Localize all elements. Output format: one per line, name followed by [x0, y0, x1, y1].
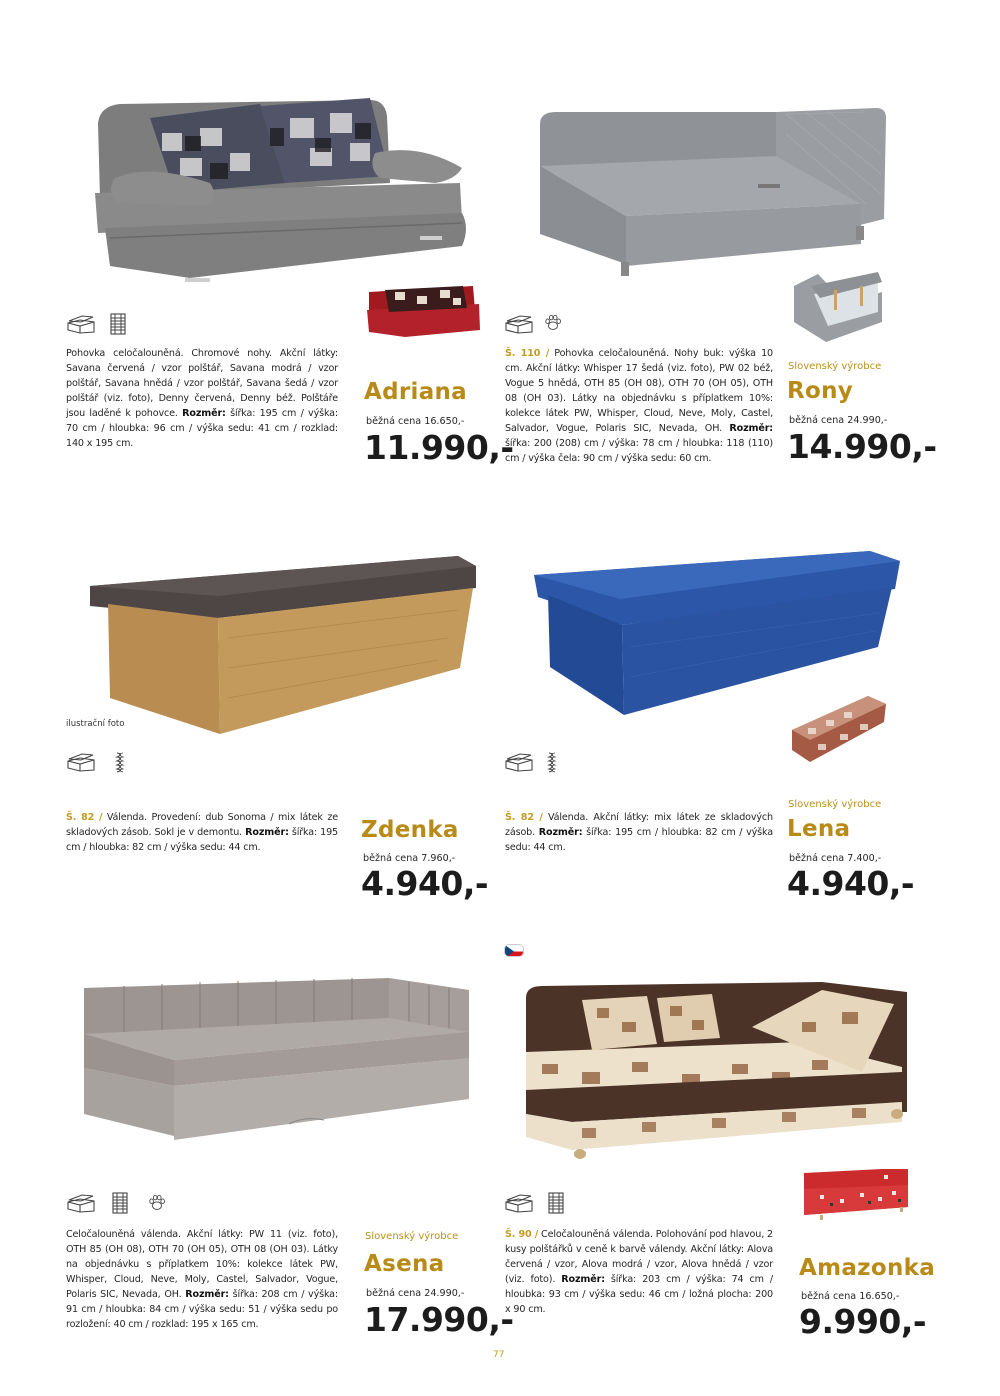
regular-price-amazonka: běžná cena 16.650,-	[801, 1291, 900, 1302]
regular-price-lena: běžná cena 7.400,-	[789, 853, 882, 864]
variant-thumbnail-adriana	[365, 282, 483, 342]
maker-label-rony: Slovenský výrobce	[788, 361, 882, 372]
product-image-amazonka	[522, 972, 914, 1162]
slatted-base-icon	[108, 313, 128, 335]
sale-price-adriana: 11.990,-	[364, 428, 514, 467]
storage-box-icon	[504, 1193, 534, 1213]
sale-price-rony: 14.990,-	[787, 427, 937, 466]
page-number: 77	[493, 1350, 505, 1360]
regular-price-zdenka: běžná cena 7.960,-	[363, 853, 456, 864]
storage-box-icon	[66, 1193, 96, 1213]
product-image-rony	[536, 104, 891, 284]
sale-price-lena: 4.940,-	[787, 864, 915, 903]
product-name-rony: Rony	[787, 378, 854, 404]
regular-price-adriana: běžná cena 16.650,-	[366, 416, 465, 427]
spring-icon	[546, 751, 558, 773]
pet-friendly-paw-icon	[544, 314, 562, 332]
sale-price-zdenka: 4.940,-	[361, 864, 489, 903]
product-name-lena: Lena	[787, 816, 851, 842]
product-description-lena: Š. 82 / Válenda. Akční látky: mix látek ze skladových zásob. Rozměr: šířka: 195 cm / hloubka: 82 cm / výška sedu: 44 cm.	[505, 812, 773, 853]
storage-box-icon	[66, 752, 96, 772]
regular-price-asena: běžná cena 24.990,-	[366, 1288, 465, 1299]
slatted-base-icon	[110, 1192, 130, 1214]
product-name-amazonka: Amazonka	[799, 1255, 936, 1281]
product-image-adriana	[90, 88, 475, 293]
regular-price-rony: běžná cena 24.990,-	[789, 415, 888, 426]
product-description-adriana: Pohovka celočalouněná. Chromové nohy. Akční látky: Savana červená / vzor polštář, Savana modrá / vzor polštář, Savana hnědá / vzor polštář, Savana šedá / vzor polštář (viz. foto), Denny červená, Denny béž. Polštáře jsou laděné k pohovce. Rozměr: šířka: 195 cm / výška: 70 cm / hloubka: 96 cm / výška sedu: 41 cm / rozklad: 140 x 195 cm.	[66, 348, 338, 449]
maker-label-lena: Slovenský výrobce	[788, 799, 882, 810]
storage-box-icon	[504, 752, 534, 772]
spring-icon	[114, 751, 126, 773]
product-description-zdenka: Š. 82 / Válenda. Provedení: dub Sonoma / mix látek ze skladových zásob. Sokl je v demontu. Rozměr: šířka: 195 cm / hloubka: 82 cm / výška sedu: 44 cm.	[66, 812, 339, 853]
maker-label-asena: Slovenský výrobce	[365, 1231, 459, 1242]
product-name-zdenka: Zdenka	[361, 817, 459, 843]
pet-friendly-paw-icon	[148, 1194, 166, 1212]
storage-box-icon	[504, 314, 534, 334]
product-description-amazonka: Š. 90 / Celočalouněná válenda. Polohování pod hlavou, 2 kusy polštářků v ceně k barvě válendy. Akční látky: Alova červená / vzor, Alova modrá / vzor, Alova hnědá / vzor (viz. foto). Rozměr: šířka: 203 cm / výška: 74 cm / hloubka: 93 cm / výška sedu: 46 cm / ložná plocha: 200 x 90 cm.	[505, 1229, 773, 1315]
sale-price-amazonka: 9.990,-	[799, 1302, 927, 1341]
variant-thumbnail-amazonka	[800, 1163, 912, 1223]
product-name-adriana: Adriana	[364, 379, 468, 405]
product-name-asena: Asena	[364, 1251, 445, 1277]
product-description-asena: Celočalouněná válenda. Akční látky: PW 11 (viz. foto), OTH 85 (OH 08), OTH 70 (OH 05), OTH 08 (OH 03). Látky na objednávku s příplatkem 10%: kolekce látek PW, Whisper, Cloud, Neve, Moly, Castel, Salvador, Vogue, Polaris SIC, Nevada, OH. Rozměr: šířka: 208 cm / výška: 91 cm / hloubka: 84 cm / výška sedu: 51 / výška sedu po rozložení: 40 cm / rozklad: 195 x 165 cm.	[66, 1229, 338, 1330]
product-image-asena	[84, 974, 472, 1142]
czech-flag-icon	[504, 944, 524, 957]
storage-box-icon	[66, 314, 96, 334]
slatted-base-icon	[546, 1192, 566, 1214]
product-description-rony: Š. 110 / Pohovka celočalouněná. Nohy buk: výška 10 cm. Akční látky: Whisper 17 šedá (viz. foto), PW 02 béž, Vogue 5 hnědá, OTH 85 (OH 08), OTH 70 (OH 05), OTH 08 (OH 03). Látky na objednávku s příplatkem 10%: kolekce látek PW, Whisper, Cloud, Neve, Moly, Castel, Salvador, Vogue, Polaris SIC, Nevada, OH. Rozměr: šířka: 200 (208) cm / výška: 78 cm / hloubka: 118 (110) cm / výška čela: 90 cm / výška sedu: 60 cm.	[505, 348, 773, 464]
sale-price-asena: 17.990,-	[364, 1300, 514, 1339]
product-image-zdenka	[88, 548, 480, 736]
illustrative-photo-note: ilustrační foto	[66, 719, 125, 729]
variant-thumbnail-rony	[786, 264, 888, 346]
variant-thumbnail-lena	[788, 688, 888, 770]
